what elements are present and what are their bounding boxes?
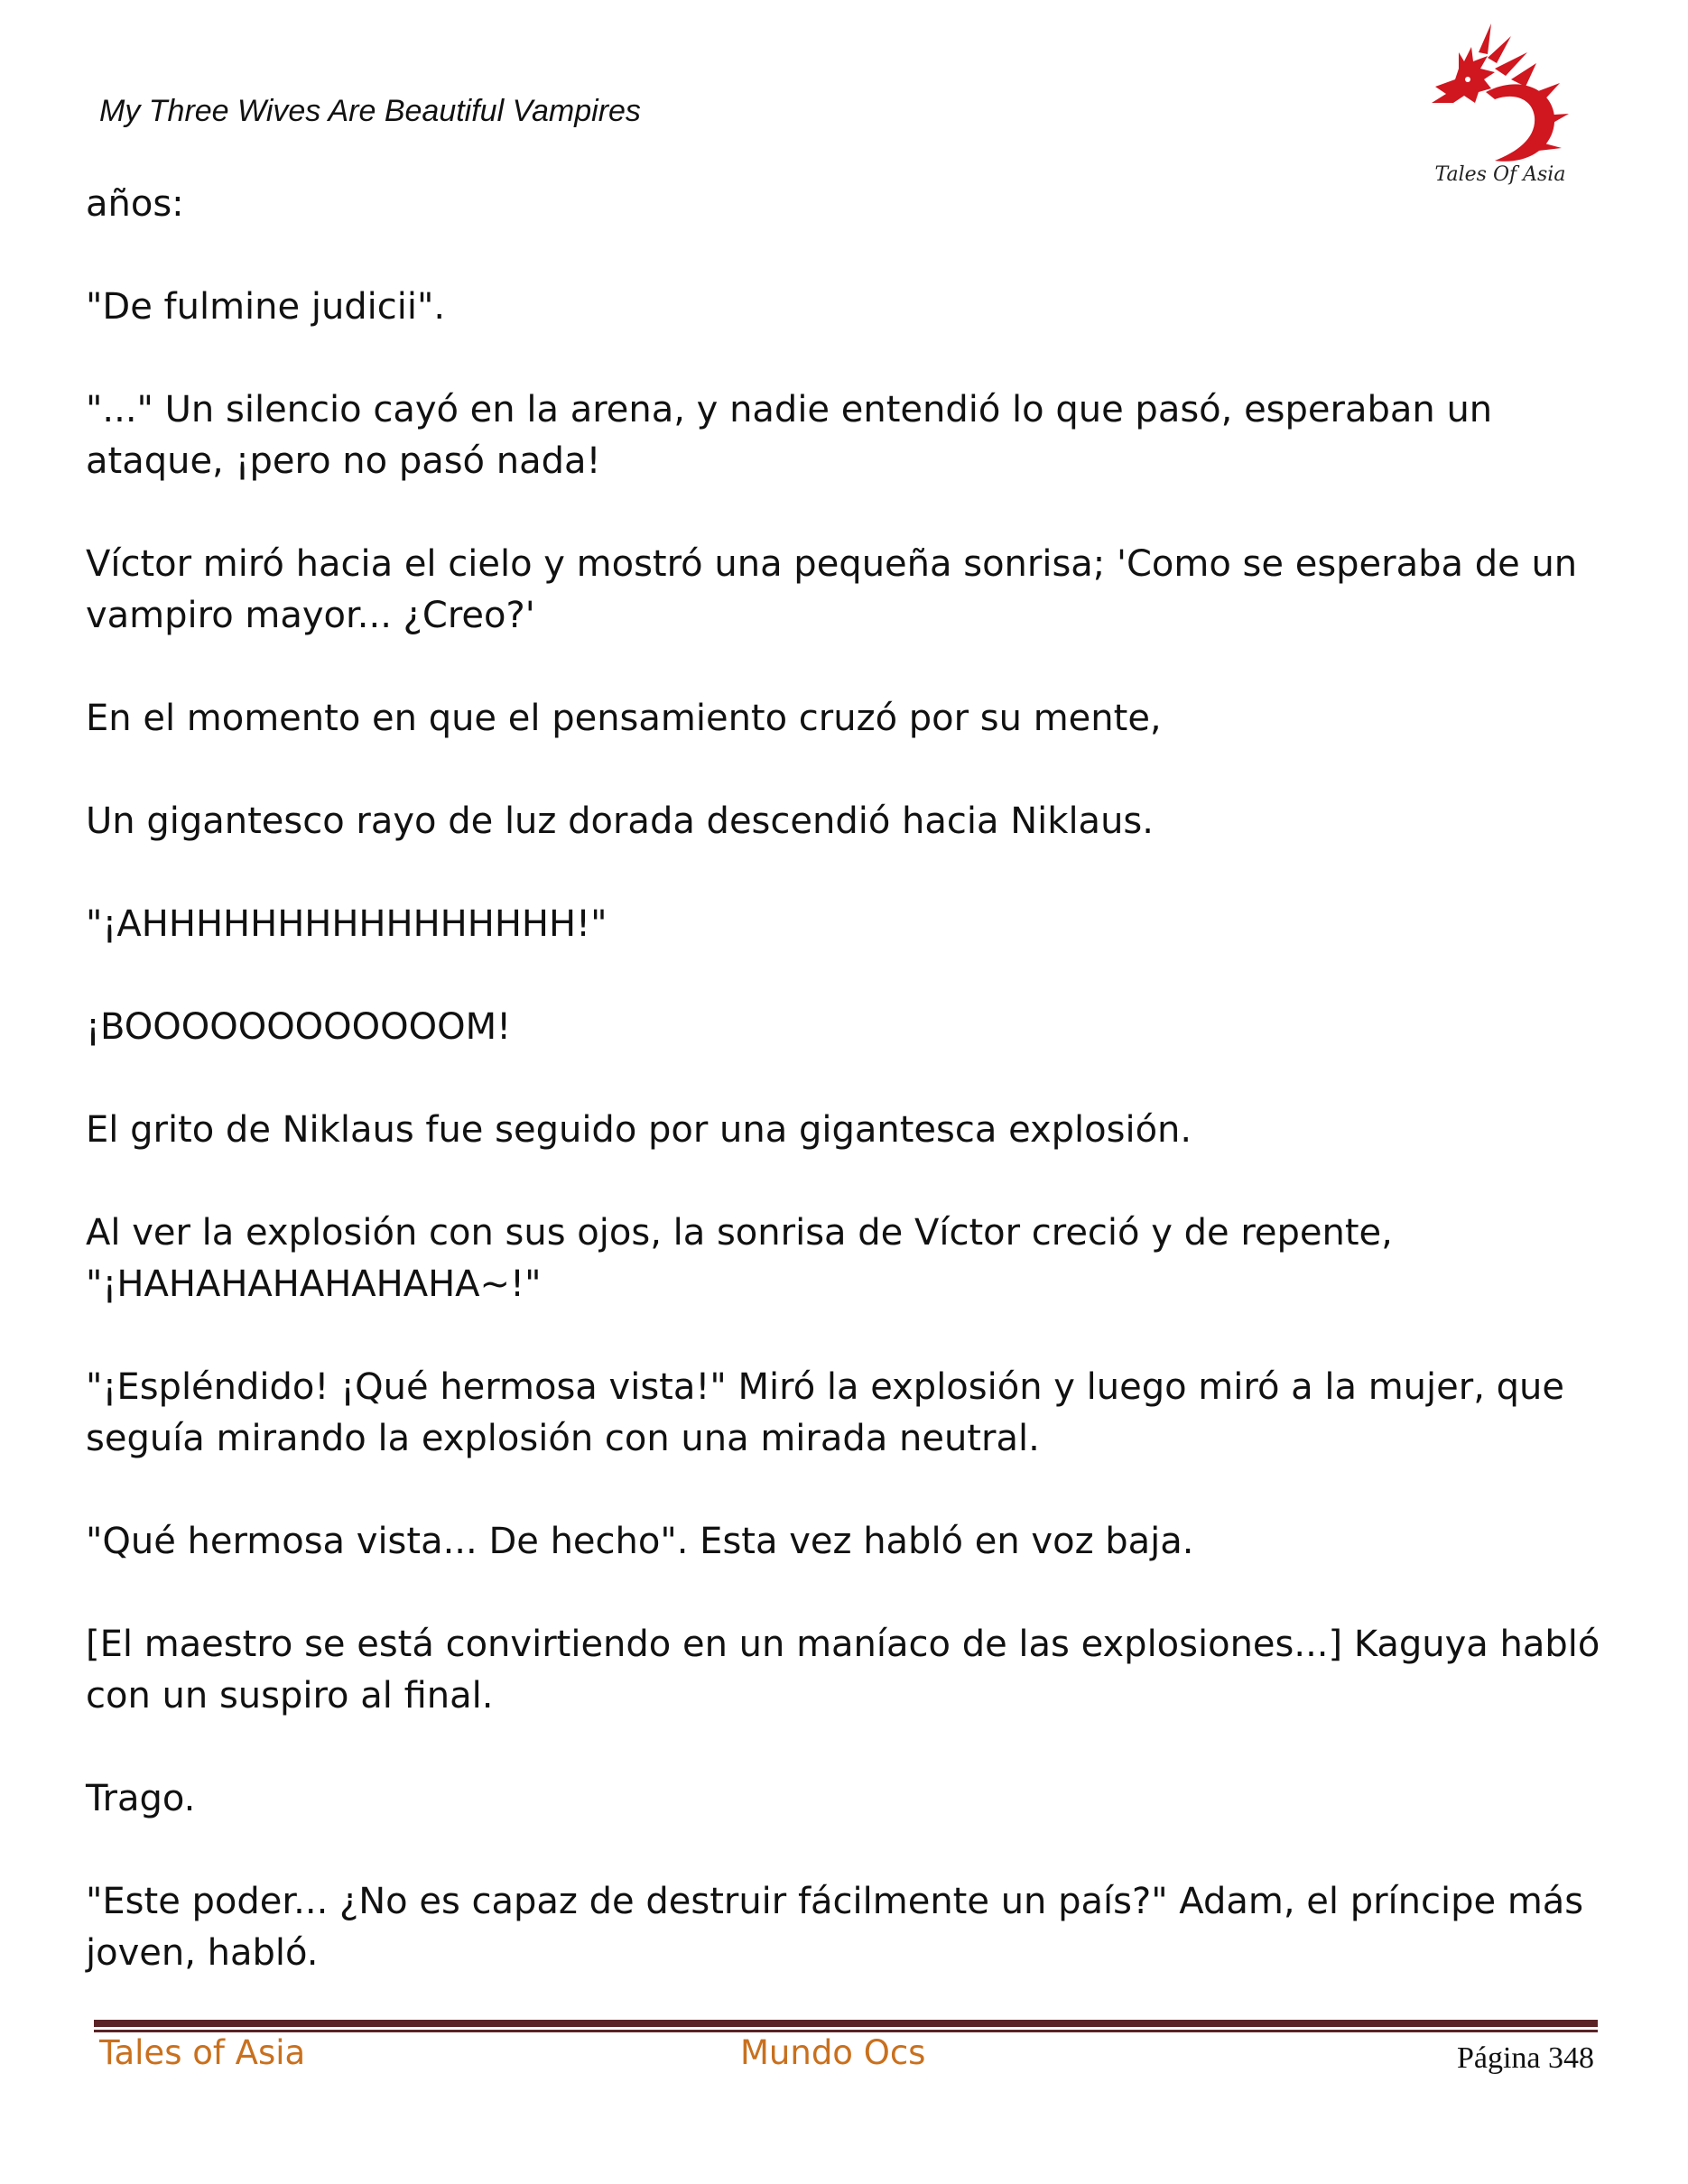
paragraph: Un gigantesco rayo de luz dorada descendió hacia Niklaus. [86, 800, 1154, 842]
paragraph: "¡Espléndido! ¡Qué hermosa vista!" Miró la explosión y luego miró a la mujer, que seguía mirando la explosión con una mirada neutral. [86, 1366, 1564, 1459]
paragraph: El grito de Niklaus fue seguido por una gigantesca explosión. [86, 1109, 1192, 1151]
paragraph: años: [86, 183, 184, 225]
book-title: My Three Wives Are Beautiful Vampires [99, 94, 641, 128]
paragraph: Al ver la explosión con sus ojos, la sonrisa de Víctor creció y de repente, "¡HAHAHAHAHAHAHA~!" [86, 1212, 1393, 1305]
paragraph: "Qué hermosa vista... De hecho". Esta vez habló en voz baja. [86, 1521, 1194, 1562]
page-number: Página 348 [1456, 2041, 1594, 2075]
logo-text: Tales Of Asia [1434, 163, 1566, 186]
footer-category: Mundo Ocs [740, 2033, 926, 2072]
paragraph: "De fulmine judicii". [86, 286, 446, 328]
paragraph: "¡AHHHHHHHHHHHHHHHH!" [86, 903, 607, 945]
paragraph: "..." Un silencio cayó en la arena, y nadie entendió lo que pasó, esperaban un ataque, ¡pero no pasó nada! [86, 389, 1493, 482]
paragraph: ¡BOOOOOOOOOOOOM! [86, 1006, 512, 1048]
paragraph: [El maestro se está convirtiendo en un maníaco de las explosiones...] Kaguya habló con un suspiro al final. [86, 1624, 1600, 1717]
footer-site-name: Tales of Asia [99, 2033, 306, 2072]
paragraph: Trago. [86, 1778, 196, 1819]
red-dragon-logo-icon [1428, 16, 1572, 188]
footer-divider [94, 2020, 1598, 2032]
chapter-body [86, 179, 1611, 2031]
paragraph: "Este poder... ¿No es capaz de destruir fácilmente un país?" Adam, el príncipe más joven, habló. [86, 1881, 1584, 1974]
paragraph: En el momento en que el pensamiento cruzó por su mente, [86, 698, 1162, 739]
paragraph: Víctor miró hacia el cielo y mostró una pequeña sonrisa; 'Como se esperaba de un vampiro mayor... ¿Creo?' [86, 543, 1578, 636]
